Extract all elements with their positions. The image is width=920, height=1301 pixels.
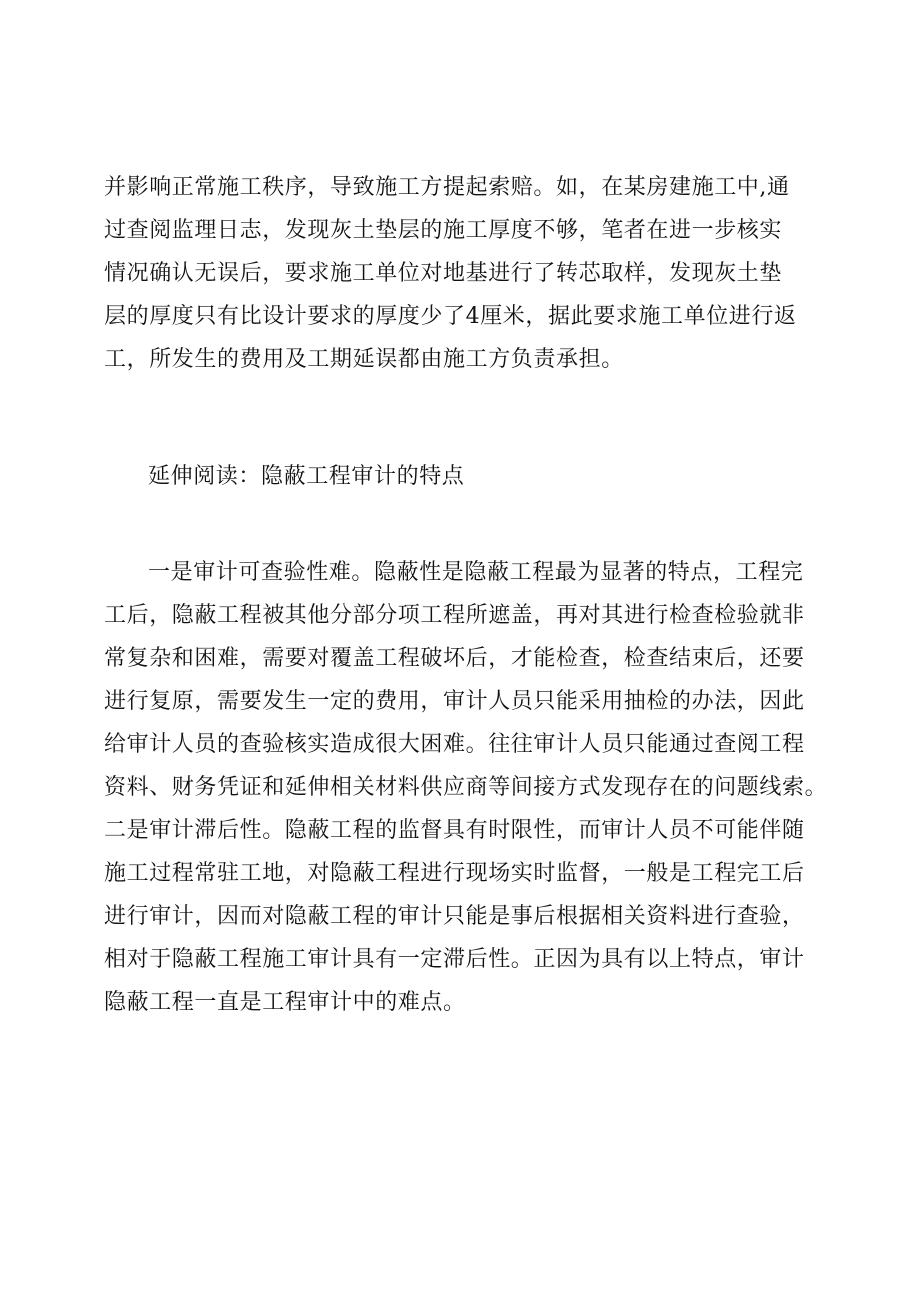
text-line: 工，所发生的费用及工期延误都由施工方负责承担。 — [104, 347, 624, 372]
text-line: 常复杂和困难，需要对覆盖工程破坏后，才能检查，检查结束后，还要 — [104, 646, 805, 671]
text-line: 一是审计可查验性难。隐蔽性是隐蔽工程最为显著的特点，工程完 — [148, 560, 804, 585]
text-line: 资料、财务凭证和延伸相关材料供应商等间接方式发现存在的问题线索。 — [104, 775, 828, 800]
paragraph-claim-example — [104, 166, 829, 381]
text-line: 施工过程常驻工地，对隐蔽工程进行现场实时监督，一般是工程完工后 — [104, 861, 805, 886]
paragraph-audit-characteristics — [104, 551, 829, 1024]
text-line: 进行复原，需要发生一定的费用，审计人员只能采用抽检的办法，因此 — [104, 689, 805, 714]
text-line: 过查阅监理日志，发现灰土垫层的施工厚度不够，笔者在进一步核实 — [104, 218, 783, 243]
text-line: 工后，隐蔽工程被其他分部分项工程所遮盖，再对其进行检查检验就非 — [104, 603, 805, 628]
text-line: 层的厚度只有比设计要求的厚度少了4厘米，据此要求施工单位进行返 — [104, 304, 797, 329]
text-line: 进行审计，因而对隐蔽工程的审计只能是事后根据相关资料进行查验， — [104, 904, 805, 929]
text-line: 给审计人员的查验核实造成很大困难。往往审计人员只能通过查阅工程 — [104, 732, 805, 757]
text-line: 并影响正常施工秩序，导致施工方提起索赔。如，在某房建施工中,通 — [104, 175, 790, 200]
text-line: 相对于隐蔽工程施工审计具有一定滞后性。正因为具有以上特点，审计 — [104, 947, 805, 972]
text-line: 隐蔽工程一直是工程审计中的难点。 — [104, 990, 466, 1015]
text-line: 二是审计滞后性。隐蔽工程的监督具有时限性，而审计人员不可能伴随 — [104, 818, 805, 843]
heading-text: 延伸阅读：隐蔽工程审计的特点 — [148, 464, 465, 489]
section-heading — [104, 455, 829, 498]
text-line: 情况确认无误后，要求施工单位对地基进行了转芯取样，发现灰土垫 — [104, 261, 783, 286]
